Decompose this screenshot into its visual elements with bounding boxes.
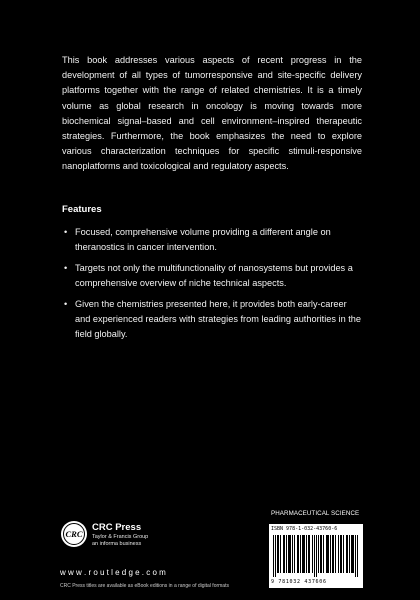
barcode-box — [269, 524, 363, 588]
publisher-block — [60, 520, 240, 560]
isbn-label: ISBN 978-1-032-43760-6 — [271, 526, 338, 532]
feature-text: Targets not only the multifunctionality of nanosystems but provides a comprehensive overview of niche technical aspects. — [75, 263, 353, 288]
publisher-name: CRC Press — [92, 522, 142, 533]
feature-item — [62, 261, 362, 291]
website-link[interactable]: w w w . r o u t l e d g e . c o m — [60, 568, 166, 577]
features-list — [62, 225, 362, 348]
feature-item — [62, 225, 362, 255]
book-description: This book addresses various aspects of recent progress in the development of all types of tumorresponsive and site-specific delivery platforms together with the range of related chemistries. It is a timely volume as global research in oncology is moving towards more biochemical signal–based and cell environment–inspired therapeutic strategies. Furthermore, the book emphasizes the need to explore various characterization techniques for specific stimuli-responsive nanoplatforms and toxicological and regulatory aspects. — [62, 55, 362, 172]
bullet-icon: • — [64, 263, 68, 273]
crc-logo-text: CRC — [65, 529, 83, 540]
features-heading: Features — [62, 204, 102, 215]
publisher-group: Taylor & Francis Group — [92, 534, 149, 540]
publisher-informa: an informa business — [92, 541, 142, 547]
subject-category: PHARMACEUTICAL SCIENCE — [271, 510, 360, 517]
feature-text: Given the chemistries presented here, it provides both early-career and experienced readers with strategies from leading authorities in the field globally. — [75, 299, 361, 339]
feature-text: Focused, comprehensive volume providing a different angle on theranostics in cancer intervention. — [75, 227, 331, 252]
bullet-icon: • — [64, 227, 68, 237]
barcode-icon — [273, 535, 359, 577]
crc-logo-icon — [60, 520, 88, 548]
bullet-icon: • — [64, 299, 68, 309]
feature-item — [62, 297, 362, 342]
barcode-digits: 9 781032 437606 — [271, 579, 327, 585]
ebook-note: CRC Press titles are available as eBook editions in a range of digital formats — [60, 583, 229, 589]
